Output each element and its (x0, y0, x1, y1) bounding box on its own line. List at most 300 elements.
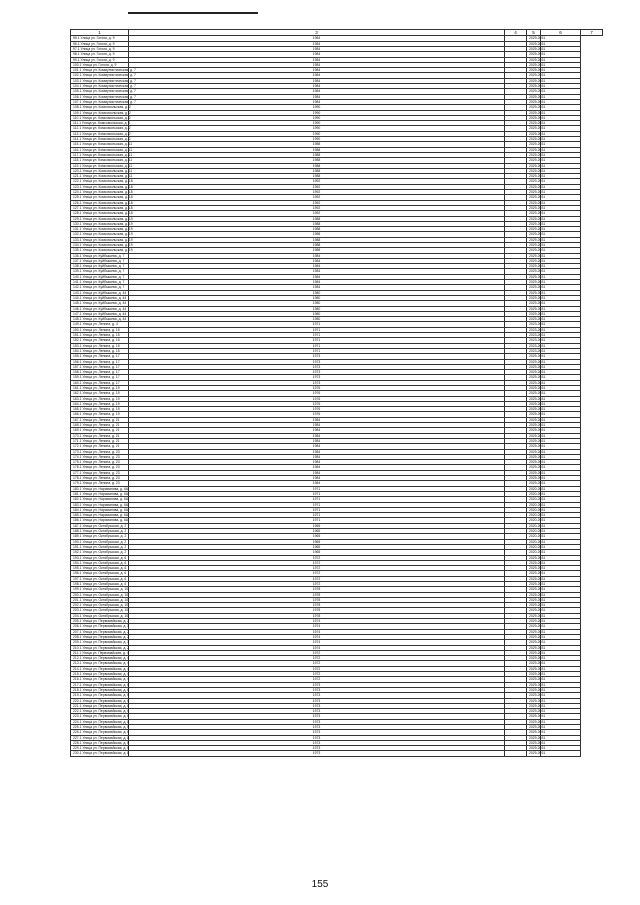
period-cell: 2023-2031 (527, 343, 541, 348)
period-cell: 2020-2031 (527, 539, 541, 544)
period-cell: 2029-2031 (527, 603, 541, 608)
address-text: Улица ул. Октябрьская, д. 10 (81, 613, 129, 618)
row-number-cell: 202.1 Улица ул. Октябрьская, д. 10 (71, 603, 129, 608)
row-number-cell: 138.1 Улица ул. Куйбышева, д. 7 (71, 264, 129, 269)
address-text: Улица ул. Комсомольская, д. 2 (81, 115, 131, 120)
row-number-cell: 214.1 Улица ул. Первомайская, д. 4 (71, 666, 129, 671)
row-number-cell: 114.1 Улица ул. Комсомольская, д. 2 (71, 137, 129, 142)
address-text: Улица ул. Октябрьская, д. 10 (81, 597, 129, 602)
period-cell: 2029-2031 (527, 78, 541, 83)
period-cell: 2029-2031 (527, 354, 541, 359)
build-year-cell: 1990 (129, 115, 505, 120)
period-cell: 2029-2031 (527, 438, 541, 443)
address-text: Улица ул. Первомайская, д. 6 (81, 703, 130, 708)
row-number-cell: 136.1 Улица ул. Куйбышева, д. 7 (71, 253, 129, 258)
row-number-cell: 168.1 Улица ул. Ленина, д. 21 (71, 423, 129, 428)
address-text: Улица ул. Ленина, д. 4 (81, 322, 118, 327)
row-number-cell: 104.1 Улица ул. Коммунистическая, д. 7 (71, 84, 129, 89)
row-number-cell: 129.1 Улица ул. Комсомольская, д. 19 (71, 216, 129, 221)
period-cell: 2029-2031 (527, 221, 541, 226)
build-year-cell: 1990 (129, 121, 505, 126)
address-text: Улица ул. Октябрьская, д. 2 (81, 550, 127, 555)
period-cell: 2029-2031 (527, 237, 541, 242)
period-cell: 2029-2031 (527, 179, 541, 184)
build-year-cell: 1984 (129, 423, 505, 428)
build-year-cell: 1972 (129, 677, 505, 682)
build-year-cell: 1978 (129, 587, 505, 592)
empty-cell (505, 751, 527, 756)
row-number-cell: 206.1 Улица ул. Первомайская, д. 2 (71, 624, 129, 629)
build-year-cell: 1972 (129, 656, 505, 661)
period-cell: 2029-2031 (527, 560, 541, 565)
build-year-cell: 1984 (129, 285, 505, 290)
address-text: Улица ул. Первомайская, д. 8 (81, 714, 130, 719)
build-year-cell: 1990 (129, 131, 505, 136)
period-cell: 2029-2031 (527, 581, 541, 586)
build-year-cell: 1988 (129, 237, 505, 242)
build-year-cell: 1984 (129, 99, 505, 104)
period-cell: 2029-2031 (527, 121, 541, 126)
build-year-cell: 1988 (129, 216, 505, 221)
period-cell: 2029-2031 (527, 248, 541, 253)
build-year-cell: 1976 (129, 396, 505, 401)
row-number-cell: 188.1 Улица ул. Октябрьская, д. 2 (71, 529, 129, 534)
period-cell: 2029-2031 (527, 428, 541, 433)
row-number-cell: 181.1 Улица ул. Нариманова, д. 6А (71, 491, 129, 496)
build-year-cell: 1984 (129, 89, 505, 94)
address-text: Улица ул. Октябрьская, д. 6 (81, 581, 127, 586)
build-year-cell: 1972 (129, 661, 505, 666)
address-text: Улица ул. Первомайская, д. 4 (81, 656, 130, 661)
address-text: Улица ул. Комсомольская, д. 11 (81, 147, 133, 152)
address-text: Улица ул. Первомайская, д. 8 (81, 751, 130, 756)
period-cell: 2029-2031 (527, 126, 541, 131)
row-number-cell: 132.1 Улица ул. Комсомольская, д. 19 (71, 232, 129, 237)
row-number-cell: 216.1 Улица ул. Первомайская, д. 4 (71, 677, 129, 682)
row-number-cell: 121.1 Улица ул. Комсомольская, д. 11 (71, 174, 129, 179)
period-cell: 2029-2031 (527, 629, 541, 634)
period-cell: 2029-2031 (527, 200, 541, 205)
row-number-cell: 211.1 Улица ул. Первомайская, д. 4 (71, 650, 129, 655)
period-cell: 2029-2031 (527, 99, 541, 104)
top-rule (128, 12, 258, 14)
row-number-cell: 130.1 Улица ул. Комсомольская, д. 19 (71, 221, 129, 226)
period-cell: 2029-2031 (527, 608, 541, 613)
build-year-cell: 1984 (129, 460, 505, 465)
address-text: Улица ул. Гоголя, д. 9 (79, 52, 115, 57)
period-cell: 2029-2031 (527, 205, 541, 210)
address-text: Улица ул. Ленина, д. 15 (81, 327, 120, 332)
address-text: Улица ул. Ленина, д. 23 (81, 481, 120, 486)
address-text: Улица ул. Гоголя, д. 9 (79, 41, 115, 46)
build-year-cell: 1988 (129, 142, 505, 147)
build-year-cell: 1974 (129, 634, 505, 639)
period-cell: 2029-2031 (527, 380, 541, 385)
build-year-cell: 1984 (129, 258, 505, 263)
row-number-cell: 222.1 Улица ул. Первомайская, д. 6 (71, 709, 129, 714)
address-text: Улица ул. Комсомольская, д. 19 (81, 237, 133, 242)
build-year-cell: 1973 (129, 735, 505, 740)
period-cell: 2023-2031 (527, 333, 541, 338)
address-text: Улица ул. Куйбышева, д. 44 (81, 290, 127, 295)
row-number-cell: 134.1 Улица ул. Комсомольская, д. 19 (71, 242, 129, 247)
address-text: Улица ул. Ленина, д. 21 (81, 423, 120, 428)
address-text: Улица ул. Комсомольская, д. 19 (81, 232, 133, 237)
row-number-cell: 149.1 Улица ул. Ленина, д. 4 (71, 322, 129, 327)
address-text: Улица ул. Ленина, д. 21 (81, 428, 120, 433)
address-text: Улица ул. Комсомольская, д. 19 (81, 221, 133, 226)
header-cell: 5 (527, 30, 541, 36)
row-number-cell: 208.1 Улица ул. Первомайская, д. 2 (71, 634, 129, 639)
address-text: Улица ул. Первомайская, д. 2 (81, 645, 130, 650)
address-text: Улица ул. Коммунистическая, д. 7 (81, 78, 136, 83)
build-year-cell: 1978 (129, 597, 505, 602)
address-text: Улица ул. Куйбышева, д. 44 (81, 295, 127, 300)
row-number-cell: 179.1 Улица ул. Ленина, д. 23 (71, 481, 129, 486)
period-cell: 2029-2031 (527, 105, 541, 110)
row-number-cell: 140.1 Улица ул. Куйбышева, д. 7 (71, 274, 129, 279)
address-text: Улица ул. Куйбышева, д. 44 (81, 311, 127, 316)
row-number-cell: 226.1 Улица ул. Первомайская, д. 8 (71, 730, 129, 735)
row-number-cell: 161.1 Улица ул. Ленина, д. 19 (71, 386, 129, 391)
row-number-cell: 227.1 Улица ул. Первомайская, д. 8 (71, 735, 129, 740)
build-year-cell: 1978 (129, 603, 505, 608)
row-number-cell: 176.1 Улица ул. Ленина, д. 23 (71, 465, 129, 470)
build-year-cell: 1988 (129, 147, 505, 152)
build-year-cell: 1988 (129, 227, 505, 232)
address-text: Улица ул. Комсомольская, д. 19 (81, 242, 133, 247)
period-cell: 2029-2031 (527, 576, 541, 581)
period-cell: 2020-2031 (527, 491, 541, 496)
build-year-cell: 1992 (129, 195, 505, 200)
row-number-cell: 169.1 Улица ул. Ленина, д. 21 (71, 428, 129, 433)
row-number-cell: 198.1 Улица ул. Октябрьская, д. 6 (71, 581, 129, 586)
address-text: Улица ул. Первомайская, д. 2 (81, 640, 130, 645)
address-text: Улица ул. Первомайская, д. 6 (81, 709, 130, 714)
address-text: Улица ул. Куйбышева, д. 44 (81, 301, 127, 306)
period-cell: 2029-2031 (527, 613, 541, 618)
header-cell: 6 (541, 30, 581, 36)
period-cell: 2020-2031 (527, 486, 541, 491)
build-year-cell: 1984 (129, 470, 505, 475)
address-text: Улица ул. Октябрьская, д. 6 (81, 571, 127, 576)
row-number-cell: 95.1 Улица ул. Гоголя, д. 9 (71, 36, 129, 41)
build-year-cell: 1973 (129, 364, 505, 369)
address-text: Улица ул. Комсомольская, д. 11 (81, 168, 133, 173)
row-number-cell: 101.1 Улица ул. Коммунистическая, д. 7 (71, 68, 129, 73)
build-year-cell: 1971 (129, 333, 505, 338)
row-number-cell: 212.1 Улица ул. Первомайская, д. 4 (71, 656, 129, 661)
address-text: Улица ул. Первомайская, д. 8 (81, 740, 130, 745)
period-cell: 2029-2031 (527, 311, 541, 316)
period-cell: 2029-2031 (527, 168, 541, 173)
build-year-cell: 1973 (129, 751, 505, 756)
build-year-cell: 1984 (129, 57, 505, 62)
period-cell: 2029-2031 (527, 735, 541, 740)
build-year-cell: 1973 (129, 703, 505, 708)
build-year-cell: 1973 (129, 709, 505, 714)
build-year-cell: 1971 (129, 327, 505, 332)
row-number-cell: 196.1 Улица ул. Октябрьская, д. 6 (71, 571, 129, 576)
period-cell: 2020-2031 (527, 518, 541, 523)
row-number-cell: 163.1 Улица ул. Ленина, д. 19 (71, 396, 129, 401)
row-number-cell: 228.1 Улица ул. Первомайская, д. 8 (71, 740, 129, 745)
build-year-cell: 1971 (129, 497, 505, 502)
period-cell: 2029-2031 (527, 634, 541, 639)
build-year-cell: 1984 (129, 476, 505, 481)
row-number-cell: 152.1 Улица ул. Ленина, д. 15 (71, 338, 129, 343)
address-text: Улица ул. Комсомольская, д. 2 (81, 131, 131, 136)
build-year-cell: 1984 (129, 41, 505, 46)
period-cell: 2020-2031 (527, 550, 541, 555)
build-year-cell: 1984 (129, 417, 505, 422)
build-year-cell: 1978 (129, 608, 505, 613)
period-cell: 2029-2031 (527, 687, 541, 692)
row-number-cell: 141.1 Улица ул. Куйбышева, д. 7 (71, 280, 129, 285)
build-year-cell: 1971 (129, 491, 505, 496)
address-text: Улица ул. Куйбышева, д. 7 (81, 285, 125, 290)
row-number-cell: 122.1 Улица ул. Комсомольская, д. 18 (71, 179, 129, 184)
address-text: Улица ул. Комсомольская, д. 2 (81, 137, 131, 142)
address-text: Улица ул. Ленина, д. 17 (81, 364, 120, 369)
build-year-cell: 1973 (129, 730, 505, 735)
row-number-cell: 183.1 Улица ул. Нариманова, д. 6А (71, 502, 129, 507)
address-text: Улица ул. Ленина, д. 15 (81, 348, 120, 353)
period-cell: 2029-2031 (527, 650, 541, 655)
build-year-cell: 1973 (129, 687, 505, 692)
period-cell: 2029-2031 (527, 481, 541, 486)
build-year-cell: 1988 (129, 221, 505, 226)
address-text: Улица ул. Куйбышева, д. 7 (81, 258, 125, 263)
period-cell: 2029-2031 (527, 454, 541, 459)
period-cell: 2029-2031 (527, 566, 541, 571)
address-text: Улица ул. Ленина, д. 15 (81, 343, 120, 348)
address-text: Улица ул. Коммунистическая, д. 7 (81, 68, 136, 73)
row-number-cell: 124.1 Улица ул. Комсомольская, д. 18 (71, 190, 129, 195)
address-text: Улица ул. Нариманова, д. 6А (81, 502, 129, 507)
build-year-cell: 1992 (129, 205, 505, 210)
address-text: Улица ул. Первомайская, д. 4 (81, 650, 129, 655)
build-year-cell: 1992 (129, 200, 505, 205)
row-number-cell: 133.1 Улица ул. Комсомольская, д. 19 (71, 237, 129, 242)
row-number-cell: 164.1 Улица ул. Ленина, д. 19 (71, 401, 129, 406)
row-number-cell: 229.1 Улица ул. Первомайская, д. 8 (71, 746, 129, 751)
address-text: Улица ул. Октябрьская, д. 6 (81, 576, 127, 581)
build-year-cell: 1974 (129, 619, 505, 624)
address-text: Улица ул. Куйбышева, д. 44 (81, 317, 127, 322)
address-text: Улица ул. Первомайская, д. 6 (81, 687, 130, 692)
address-text: Улица ул. Ленина, д. 19 (81, 412, 120, 417)
row-number-cell: 172.1 Улица ул. Ленина, д. 21 (71, 444, 129, 449)
address-text: Улица ул. Гоголя, д. 9 (79, 36, 115, 41)
address-text: Улица ул. Ленина, д. 19 (81, 407, 120, 412)
period-cell: 2029-2031 (527, 174, 541, 179)
period-cell: 2029-2031 (527, 746, 541, 751)
build-year-cell: 1984 (129, 68, 505, 73)
build-year-cell: 1972 (129, 666, 505, 671)
period-cell: 2029-2031 (527, 656, 541, 661)
period-cell: 2029-2031 (527, 147, 541, 152)
address-text: Улица ул. Октябрьская, д. 10 (81, 603, 129, 608)
period-cell: 2029-2031 (527, 137, 541, 142)
row-number-cell: 102.1 Улица ул. Коммунистическая, д. 7 (71, 73, 129, 78)
address-text: Улица ул. Ленина, д. 21 (81, 417, 120, 422)
build-year-cell: 1984 (129, 253, 505, 258)
period-cell: 2029-2031 (527, 242, 541, 247)
build-year-cell: 1965 (129, 529, 505, 534)
period-cell: 2029-2031 (527, 423, 541, 428)
address-text: Улица ул. Ленина, д. 19 (81, 396, 120, 401)
empty-last-cell (541, 751, 581, 756)
row-number-cell: 182.1 Улица ул. Нариманова, д. 6А (71, 497, 129, 502)
period-cell: 2029-2031 (527, 555, 541, 560)
build-year-cell: 1992 (129, 211, 505, 216)
address-text: Улица ул. Комсомольская, д. 2 (80, 121, 131, 126)
period-cell: 2029-2031 (527, 672, 541, 677)
period-cell: 2029-2031 (527, 640, 541, 645)
address-text: Улица ул. Октябрьская, д. 10 (81, 592, 129, 597)
row-number-cell: 193.1 Улица ул. Октябрьская, д. 6 (71, 555, 129, 560)
period-cell: 2029-2031 (527, 94, 541, 99)
row-number-cell: 203.1 Улица ул. Октябрьская, д. 10 (71, 608, 129, 613)
period-cell: 2020-2031 (527, 544, 541, 549)
address-text: Улица ул. Комсомольская, д. 18 (81, 184, 133, 189)
row-number-cell: 166.1 Улица ул. Ленина, д. 19 (71, 412, 129, 417)
period-cell: 2029-2031 (527, 449, 541, 454)
address-text: Улица ул. Ленина, д. 21 (81, 433, 120, 438)
build-year-cell: 1965 (129, 544, 505, 549)
period-cell: 2023-2031 (527, 322, 541, 327)
row-number-cell: 197.1 Улица ул. Октябрьская, д. 6 (71, 576, 129, 581)
build-year-cell: 1976 (129, 407, 505, 412)
address-text: Улица ул. Ленина, д. 23 (81, 470, 120, 475)
address-text: Улица ул. Первомайская, д. 6 (81, 693, 130, 698)
period-cell: 2023-2031 (527, 338, 541, 343)
build-year-cell: 1965 (129, 534, 505, 539)
address-text: Улица ул. Комсомольская, д. 2 (81, 126, 131, 131)
build-year-cell: 1984 (129, 36, 505, 41)
address-text: Улица ул. Первомайская, д. 6 (81, 682, 130, 687)
period-cell: 2029-2031 (527, 84, 541, 89)
build-year-cell: 1992 (129, 179, 505, 184)
period-cell: 2029-2031 (527, 142, 541, 147)
build-year-cell: 1988 (129, 152, 505, 157)
address-text: Улица ул. Октябрьская, д. 10 (81, 587, 129, 592)
build-year-cell: 1971 (129, 513, 505, 518)
address-text: Улица ул. Куйбышева, д. 7 (81, 269, 125, 274)
address-text: Улица ул. Коммунистическая, д. 7 (81, 84, 136, 89)
build-year-cell: 1973 (129, 375, 505, 380)
row-number-cell: 109.1 Улица ул. Комсомольская, д. 2 (71, 110, 129, 115)
period-cell: 2020-2031 (527, 513, 541, 518)
period-cell: 2029-2031 (527, 661, 541, 666)
period-cell: 2029-2031 (527, 730, 541, 735)
build-year-cell: 1980 (129, 306, 505, 311)
address-text: Улица ул. Ленина, д. 23 (81, 454, 120, 459)
row-number-cell: 99.1 Улица ул. Гоголя, д. 9 (71, 57, 129, 62)
period-cell: 2023-2031 (527, 348, 541, 353)
address-text: Улица ул. Комсомольская, д. 18 (81, 205, 133, 210)
build-year-cell: 1974 (129, 629, 505, 634)
address-text: Улица ул. Комсомольская, д. 18 (81, 190, 133, 195)
row-number-cell: 217.1 Улица ул. Первомайская, д. 6 (71, 682, 129, 687)
header-cell: 3 (129, 30, 505, 36)
address-text: Улица ул. Нариманова, д. 6А (81, 507, 129, 512)
build-year-cell: 1988 (129, 232, 505, 237)
period-cell: 2029-2031 (527, 682, 541, 687)
address-text: Улица ул. Первомайская, д. 2 (81, 629, 130, 634)
build-year-cell: 1971 (129, 343, 505, 348)
row-number-cell: 148.1 Улица ул. Куйбышева, д. 44 (71, 317, 129, 322)
address-text: Улица ул. Коммунистическая, д. 7 (81, 94, 136, 99)
address-text: Улица ул. Ленина, д. 17 (81, 380, 120, 385)
period-cell: 2029-2031 (527, 666, 541, 671)
build-year-cell: 1988 (129, 174, 505, 179)
address-text: Улица ул. Ленина, д. 15 (81, 338, 120, 343)
row-number-cell: 100.1 Улица ул. Гоголя, д. 9 (71, 62, 129, 67)
header-cell: 1 (71, 30, 129, 36)
build-year-cell: 1990 (129, 137, 505, 142)
period-cell: 2029-2031 (527, 571, 541, 576)
row-number-cell: 219.1 Улица ул. Первомайская, д. 6 (71, 693, 129, 698)
build-year-cell: 1988 (129, 242, 505, 247)
build-year-cell: 1971 (129, 507, 505, 512)
period-cell: 2029-2031 (527, 163, 541, 168)
build-year-cell: 1980 (129, 311, 505, 316)
row-number-cell: 192.1 Улица ул. Октябрьская, д. 2 (71, 550, 129, 555)
period-cell: 2029-2031 (527, 417, 541, 422)
address-text: Улица ул. Октябрьская, д. 6 (81, 555, 127, 560)
period-cell: 2029-2031 (527, 131, 541, 136)
build-year-cell: 1984 (129, 84, 505, 89)
address-text: Улица ул. Комсомольская, д. 11 (81, 152, 133, 157)
period-cell: 2029-2031 (527, 433, 541, 438)
build-year-cell: 1984 (129, 52, 505, 57)
document-page (70, 29, 602, 757)
address-text: Улица ул. Ленина, д. 23 (81, 449, 120, 454)
row-number-cell: 185.1 Улица ул. Нариманова, д. 6А (71, 513, 129, 518)
row-number-cell: 150.1 Улица ул. Ленина, д. 15 (71, 327, 129, 332)
build-year-cell: 1973 (129, 693, 505, 698)
address-text: Улица ул. Октябрьская, д. 6 (81, 560, 127, 565)
row-number-cell: 120.1 Улица ул. Комсомольская, д. 11 (71, 168, 129, 173)
row-number-cell: 154.1 Улица ул. Ленина, д. 15 (71, 348, 129, 353)
build-year-cell: 1971 (129, 338, 505, 343)
build-year-cell: 1976 (129, 386, 505, 391)
period-cell: 2029-2031 (527, 645, 541, 650)
period-cell: 2029-2031 (527, 709, 541, 714)
row-number-cell: 221.1 Улица ул. Первомайская, д. 6 (71, 703, 129, 708)
address-text: Улица ул. Ленина, д. 19 (81, 401, 120, 406)
build-year-cell: 1980 (129, 295, 505, 300)
row-number-cell: 146.1 Улица ул. Куйбышева, д. 44 (71, 306, 129, 311)
period-cell: 2029-2031 (527, 301, 541, 306)
period-cell: 2020-2031 (527, 534, 541, 539)
address-text: Улица ул. Комсомольская, д. 11 (81, 163, 133, 168)
build-year-cell: 1990 (129, 110, 505, 115)
build-year-cell: 1984 (129, 465, 505, 470)
build-year-cell: 1984 (129, 428, 505, 433)
period-cell: 2029-2031 (527, 396, 541, 401)
build-year-cell: 1973 (129, 698, 505, 703)
period-cell: 2029-2031 (527, 190, 541, 195)
period-cell: 2029-2031 (527, 253, 541, 258)
address-text: Улица ул. Первомайская, д. 4 (81, 677, 130, 682)
address-text: Улица ул. Октябрьская, д. 2 (81, 529, 127, 534)
address-text: Улица ул. Нариманова, д. 6А (81, 491, 129, 496)
build-year-cell: 1988 (129, 158, 505, 163)
address-text: Улица ул. Первомайская, д. 2 (81, 619, 130, 624)
